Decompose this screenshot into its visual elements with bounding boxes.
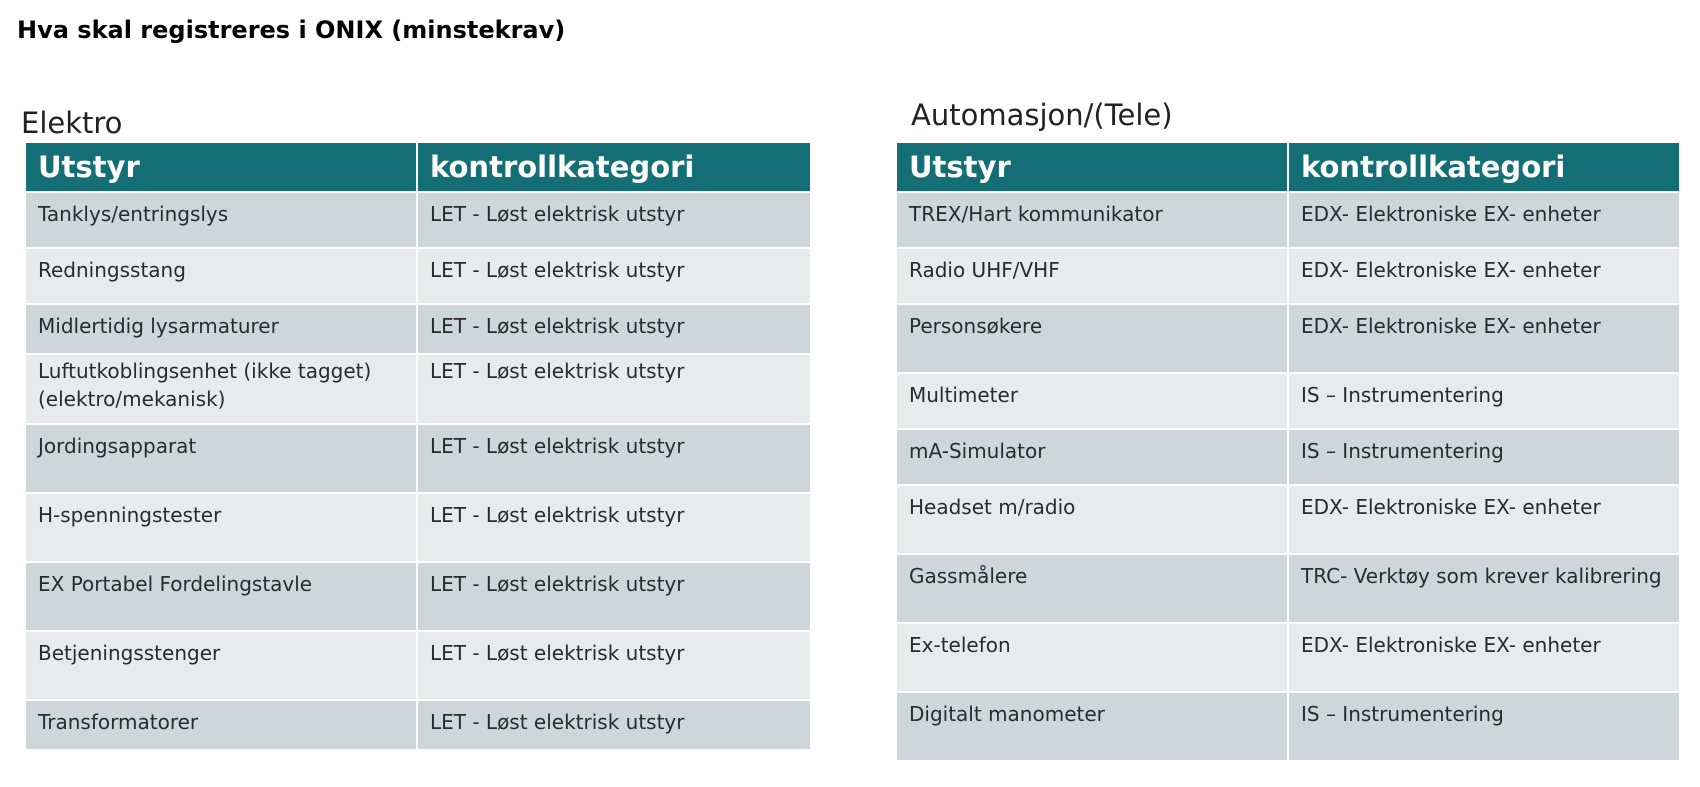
table-row <box>26 701 810 749</box>
table-row <box>897 555 1679 622</box>
table-row <box>897 486 1679 553</box>
utstyr-cell: Transformatorer <box>26 701 416 749</box>
elektro-heading: Elektro <box>21 106 123 140</box>
table-row <box>26 193 810 247</box>
table-row <box>897 693 1679 760</box>
kategori-cell: IS – Instrumentering <box>1289 693 1679 760</box>
automasjon-header-row <box>897 143 1679 191</box>
kategori-cell: LET - Løst elektrisk utstyr <box>418 563 810 630</box>
elektro-col-utstyr: Utstyr <box>26 143 416 191</box>
table-row <box>897 374 1679 428</box>
kategori-cell: LET - Løst elektrisk utstyr <box>418 701 810 749</box>
automasjon-heading: Automasjon/(Tele) <box>911 98 1173 132</box>
kategori-cell: LET - Løst elektrisk utstyr <box>418 425 810 492</box>
table-row <box>26 249 810 303</box>
page-title: Hva skal registreres i ONIX (minstekrav) <box>17 16 566 44</box>
automasjon-col-kontrollkategori: kontrollkategori <box>1289 143 1679 191</box>
utstyr-cell: Ex-telefon <box>897 624 1287 691</box>
table-row <box>897 624 1679 691</box>
kategori-cell: LET - Løst elektrisk utstyr <box>418 193 810 247</box>
utstyr-cell: Luftutkoblingsenhet (ikke tagget) (elektro/mekanisk) <box>26 355 416 423</box>
utstyr-cell: Gassmålere <box>897 555 1287 622</box>
kategori-cell: EDX- Elektroniske EX- enheter <box>1289 305 1679 372</box>
utstyr-cell: Headset m/radio <box>897 486 1287 553</box>
table-row <box>26 425 810 492</box>
utstyr-cell: Jordingsapparat <box>26 425 416 492</box>
table-row <box>897 249 1679 303</box>
kategori-cell: TRC- Verktøy som krever kalibrering <box>1289 555 1679 622</box>
utstyr-cell: mA-Simulator <box>897 430 1287 484</box>
table-row <box>897 193 1679 247</box>
automasjon-col-utstyr: Utstyr <box>897 143 1287 191</box>
utstyr-cell: Digitalt manometer <box>897 693 1287 760</box>
kategori-cell: IS – Instrumentering <box>1289 374 1679 428</box>
utstyr-cell: Personsøkere <box>897 305 1287 372</box>
table-row <box>26 494 810 561</box>
table-row <box>26 632 810 699</box>
table-row <box>26 563 810 630</box>
table-row <box>26 355 810 423</box>
kategori-cell: IS – Instrumentering <box>1289 430 1679 484</box>
elektro-header-row <box>26 143 810 191</box>
utstyr-cell: EX Portabel Fordelingstavle <box>26 563 416 630</box>
elektro-table <box>24 141 812 751</box>
utstyr-cell: Radio UHF/VHF <box>897 249 1287 303</box>
utstyr-cell: Tanklys/entringslys <box>26 193 416 247</box>
kategori-cell: LET - Løst elektrisk utstyr <box>418 494 810 561</box>
kategori-cell: EDX- Elektroniske EX- enheter <box>1289 624 1679 691</box>
kategori-cell: LET - Løst elektrisk utstyr <box>418 355 810 423</box>
automasjon-table <box>895 141 1681 762</box>
kategori-cell: EDX- Elektroniske EX- enheter <box>1289 249 1679 303</box>
utstyr-cell: H-spenningstester <box>26 494 416 561</box>
table-row <box>26 305 810 353</box>
table-row <box>897 430 1679 484</box>
kategori-cell: LET - Løst elektrisk utstyr <box>418 249 810 303</box>
table-row <box>897 305 1679 372</box>
kategori-cell: LET - Løst elektrisk utstyr <box>418 632 810 699</box>
utstyr-cell: Multimeter <box>897 374 1287 428</box>
kategori-cell: LET - Løst elektrisk utstyr <box>418 305 810 353</box>
kategori-cell: EDX- Elektroniske EX- enheter <box>1289 193 1679 247</box>
utstyr-cell: Betjeningsstenger <box>26 632 416 699</box>
kategori-cell: EDX- Elektroniske EX- enheter <box>1289 486 1679 553</box>
utstyr-cell: Redningsstang <box>26 249 416 303</box>
utstyr-cell: Midlertidig lysarmaturer <box>26 305 416 353</box>
elektro-col-kontrollkategori: kontrollkategori <box>418 143 810 191</box>
utstyr-cell: TREX/Hart kommunikator <box>897 193 1287 247</box>
